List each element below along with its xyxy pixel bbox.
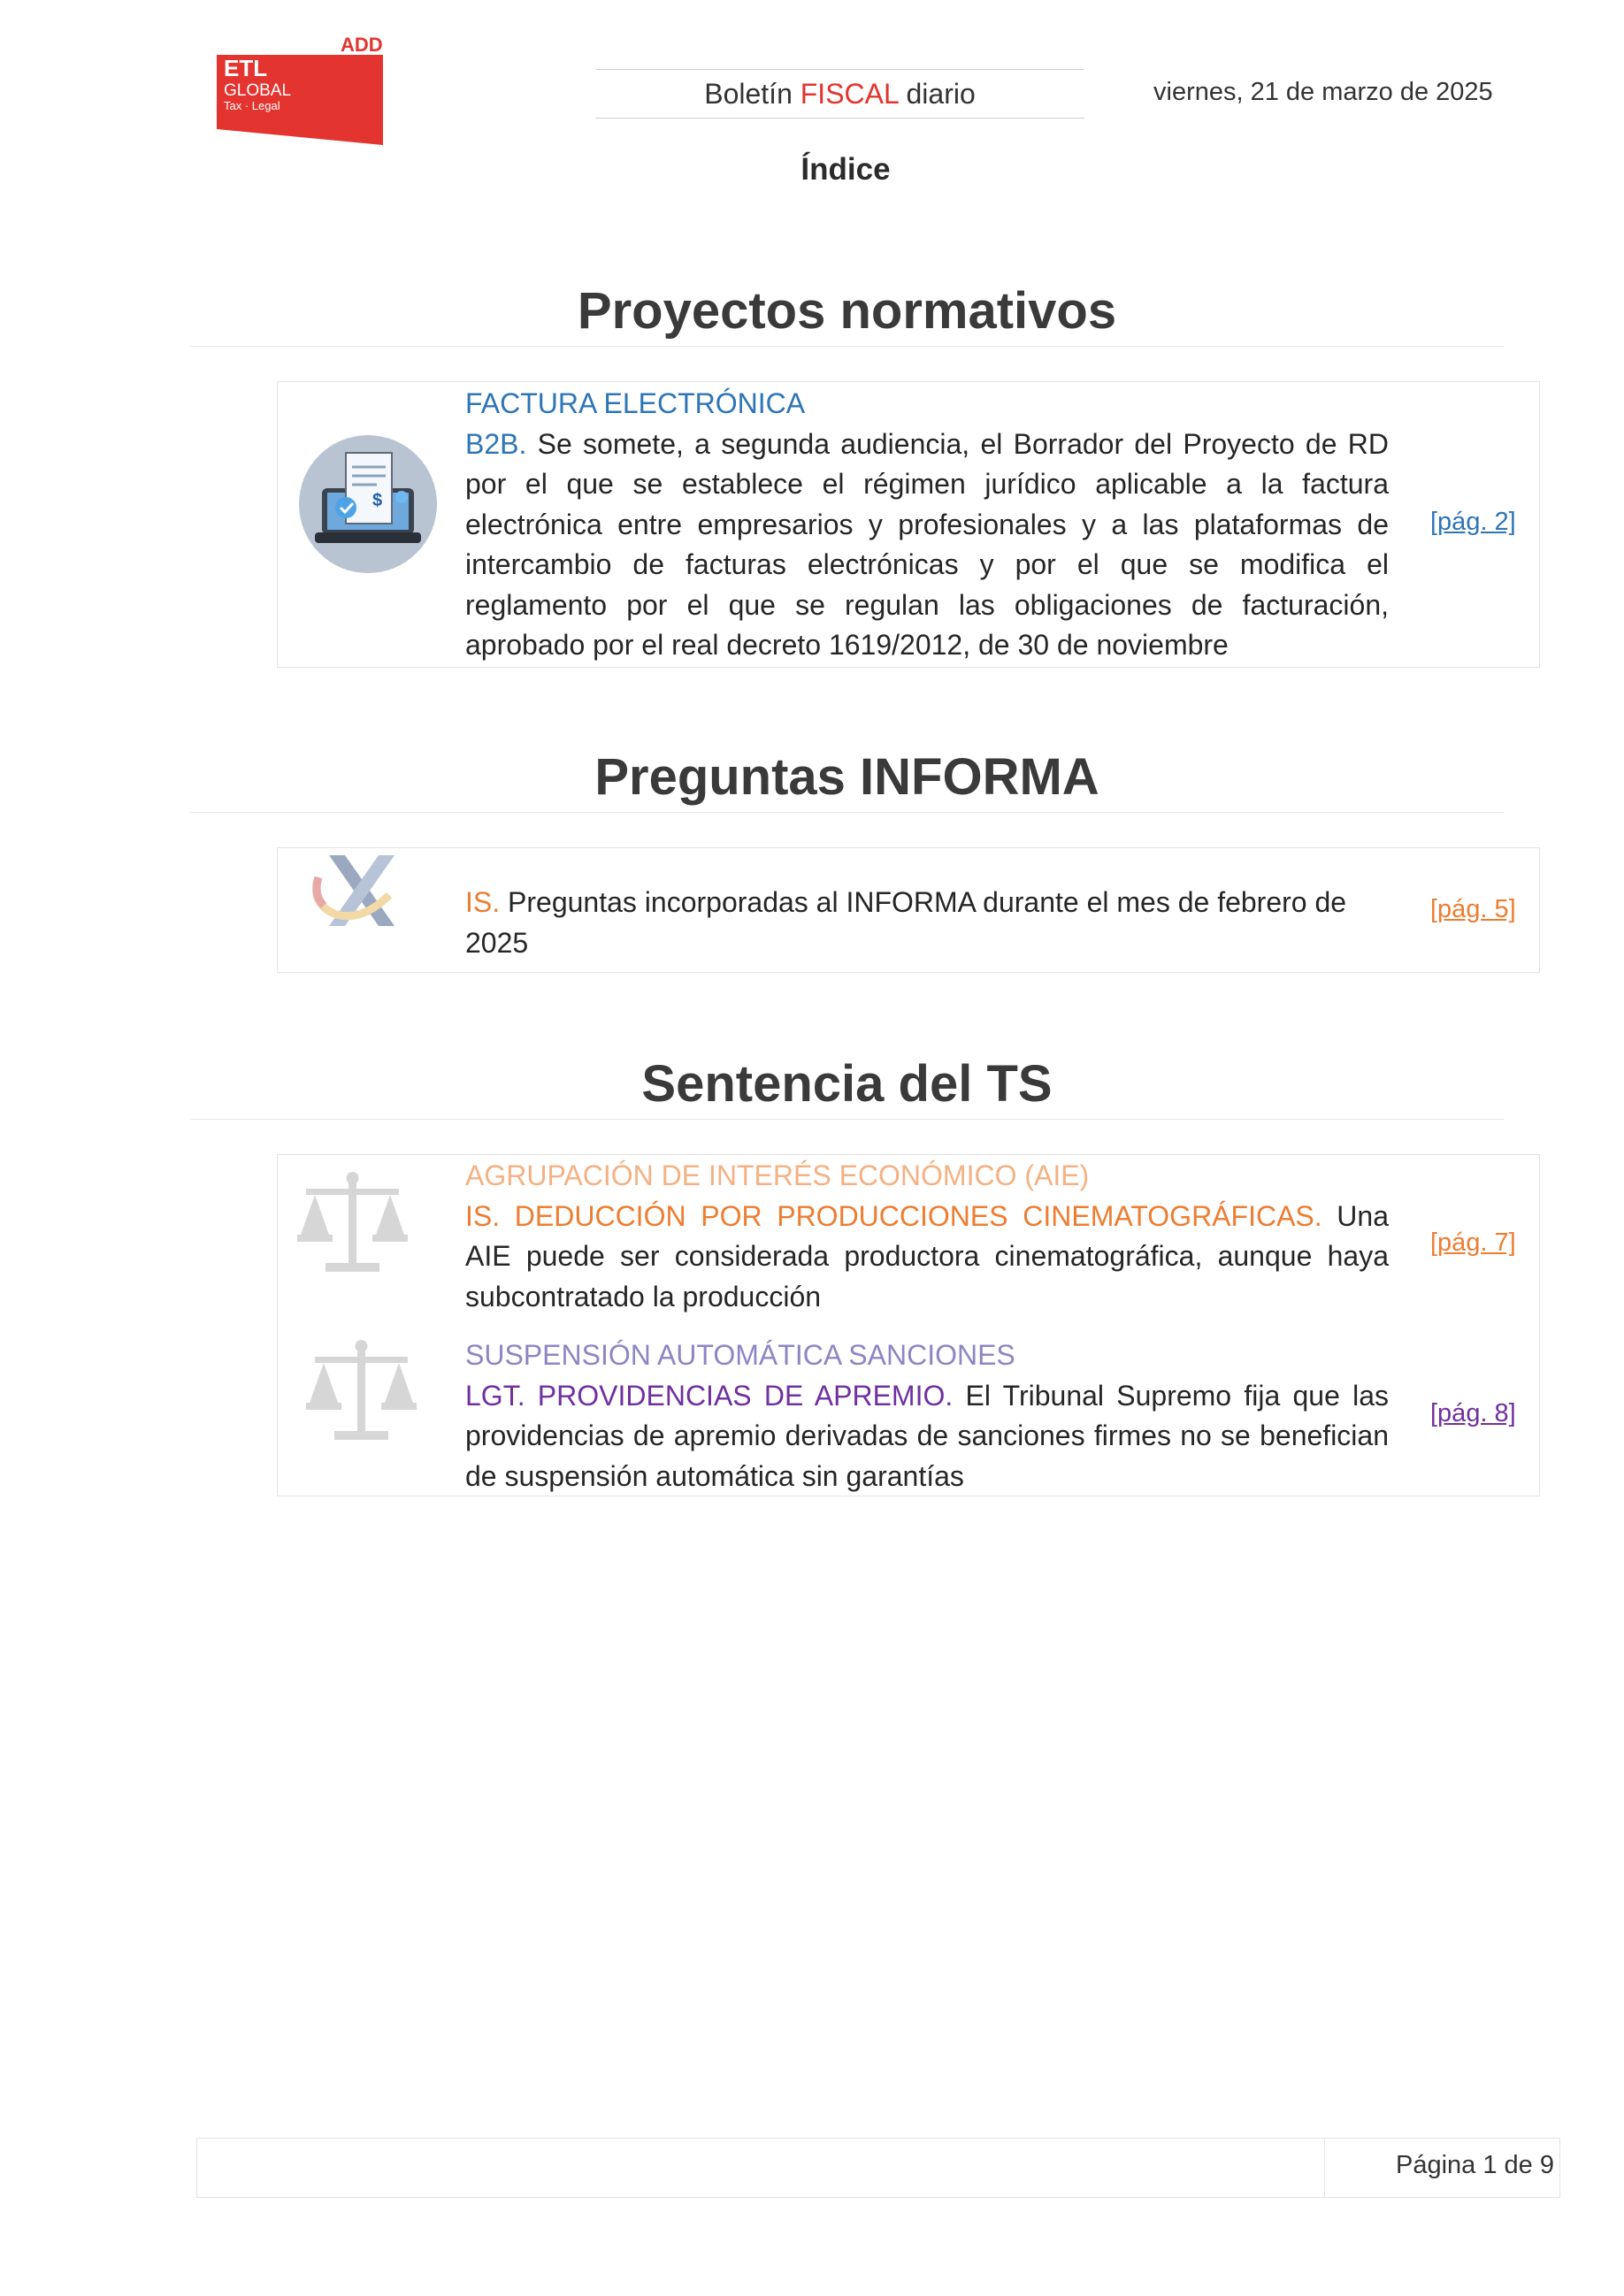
scales-of-justice-icon <box>306 1339 417 1445</box>
title-part: Boletín <box>704 78 801 110</box>
scales-of-justice-icon <box>297 1171 408 1277</box>
svg-text:GLOBAL: GLOBAL <box>224 81 292 100</box>
title-accent: FISCAL <box>800 78 899 110</box>
entry-suspension <box>465 1336 1389 1496</box>
entry-category: FACTURA ELECTRÓNICA <box>465 387 806 419</box>
entry-informa <box>465 883 1389 963</box>
footer-divider <box>1324 2138 1325 2198</box>
entry-aie <box>465 1156 1389 1317</box>
entry-factura-electronica <box>465 384 1389 666</box>
entry-body: Una AIE puede ser considerada productora cinematográfica, aunque haya subcontratado la producción <box>465 1199 1389 1313</box>
e-invoice-laptop-icon <box>297 433 439 575</box>
svg-text:ADD: ADD <box>341 34 383 56</box>
page-link[interactable]: [pág. 8] <box>1430 1399 1516 1427</box>
title-part: diario <box>898 78 976 110</box>
bulletin-date: viernes, 21 de marzo de 2025 <box>1153 78 1493 106</box>
page-link[interactable]: [pág. 5] <box>1430 895 1516 923</box>
page-link[interactable]: [pág. 7] <box>1430 1228 1516 1257</box>
footer <box>196 2138 1560 2198</box>
agencia-tributaria-logo-icon <box>310 851 398 930</box>
entry-body: El Tribunal Supremo fija que las providencias de apremio derivadas de sanciones firmes no se benefician de suspensión automática sin garantías <box>465 1379 1390 1492</box>
index-title: Índice <box>801 152 891 187</box>
section-title-preguntas: Preguntas INFORMA <box>190 747 1504 813</box>
etl-global-logo <box>217 34 383 145</box>
bulletin-title <box>595 69 1084 119</box>
svg-text:Tax · Legal: Tax · Legal <box>224 99 280 112</box>
svg-text:ETL: ETL <box>224 55 268 81</box>
entry-body: Se somete, a segunda audiencia, el Borrador del Proyecto de RD por el que se establece el régimen jurídico aplicable a la factura electrónica entre empresarios y profesionales y a las plataformas de intercambio de facturas electrónicas y por el que se modifica el reglamento por el que se regulan las obligaciones de facturación, aprobado por el real decreto 1619/2012, de 30 de noviembre <box>465 427 1389 661</box>
page-number: Página 1 de 9 <box>1396 2151 1554 2179</box>
section-title-sentencia: Sentencia del TS <box>190 1054 1504 1120</box>
page-link[interactable]: [pág. 2] <box>1430 508 1516 536</box>
entry-category: AGRUPACIÓN DE INTERÉS ECONÓMICO (AIE) <box>465 1159 1090 1191</box>
section-title-proyectos: Proyectos normativos <box>190 281 1504 347</box>
entry-category: SUSPENSIÓN AUTOMÁTICA SANCIONES <box>465 1339 1015 1371</box>
entry-lead: IS. <box>465 886 501 918</box>
entry-body: Preguntas incorporadas al INFORMA durante el mes de febrero de 2025 <box>465 886 1347 959</box>
svg-text:$: $ <box>372 491 383 510</box>
entry-lead: LGT. PROVIDENCIAS DE APREMIO. <box>465 1379 954 1412</box>
entry-lead: B2B. <box>465 427 527 460</box>
entry-lead: IS. DEDUCCIÓN POR PRODUCCIONES CINEMATOGRÁFICAS. <box>465 1199 1322 1232</box>
